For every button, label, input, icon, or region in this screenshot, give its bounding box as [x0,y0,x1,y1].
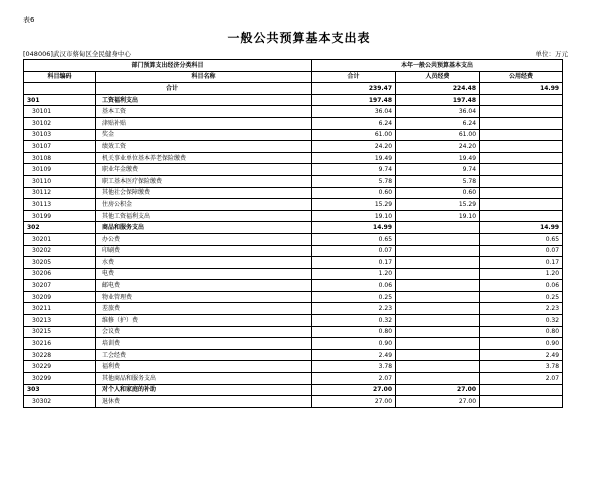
personnel-cell [396,338,480,350]
code-cell: 30209 [24,291,96,303]
public-cell: 2.23 [480,303,563,315]
table-row [24,164,563,176]
name-cell: 办公费 [96,233,312,245]
total-cell: 0.32 [312,315,396,327]
code-cell: 30107 [24,141,96,153]
code-cell [24,83,96,95]
table-row [24,129,563,141]
name-cell: 培训费 [96,338,312,350]
name-cell: 对个人和家庭的补助 [96,384,312,396]
name-cell: 机关事业单位基本养老保险缴费 [96,152,312,164]
column-header-name: 科目名称 [96,71,312,83]
public-cell [480,175,563,187]
personnel-cell [396,291,480,303]
total-cell: 0.25 [312,291,396,303]
table-row [24,257,563,269]
name-cell: 维修（护）费 [96,315,312,327]
personnel-cell [396,326,480,338]
total-cell: 61.00 [312,129,396,141]
total-cell: 0.90 [312,338,396,350]
total-row [24,83,563,95]
column-header-total: 合计 [312,71,396,83]
personnel-cell: 6.24 [396,117,480,129]
public-cell: 0.07 [480,245,563,257]
personnel-cell: 19.10 [396,210,480,222]
personnel-cell [396,268,480,280]
table-row [24,187,563,199]
public-cell [480,152,563,164]
personnel-cell [396,245,480,257]
code-cell: 30108 [24,152,96,164]
total-cell: 36.04 [312,106,396,118]
name-cell: 津贴补贴 [96,117,312,129]
total-cell: 27.00 [312,384,396,396]
code-cell: 303 [24,384,96,396]
code-cell: 30110 [24,175,96,187]
table-row [24,373,563,385]
personnel-cell [396,233,480,245]
personnel-cell: 36.04 [396,106,480,118]
budget-table [23,59,563,408]
personnel-cell: 19.49 [396,152,480,164]
column-header-code: 科目编码 [24,71,96,83]
public-cell [480,396,563,408]
code-cell: 30299 [24,373,96,385]
code-cell: 30206 [24,268,96,280]
name-cell: 住房公积金 [96,199,312,211]
personnel-cell [396,280,480,292]
code-cell: 301 [24,94,96,106]
total-cell: 0.06 [312,280,396,292]
total-cell: 0.65 [312,233,396,245]
name-cell: 其他社会保障缴费 [96,187,312,199]
total-cell: 0.17 [312,257,396,269]
table-row [24,291,563,303]
name-cell: 职业年金缴费 [96,164,312,176]
code-cell: 30103 [24,129,96,141]
personnel-cell: 15.29 [396,199,480,211]
name-cell: 福利费 [96,361,312,373]
total-cell: 14.99 [312,222,396,234]
total-cell: 2.07 [312,373,396,385]
name-cell: 会议费 [96,326,312,338]
table-row [24,361,563,373]
table-row [24,233,563,245]
total-cell: 197.48 [312,94,396,106]
total-cell: 0.07 [312,245,396,257]
personnel-cell: 61.00 [396,129,480,141]
unit-name: [048006]武汉市蔡甸区全民健身中心 [23,50,131,58]
total-cell: 27.00 [312,396,396,408]
public-cell: 14.99 [480,222,563,234]
public-cell: 0.32 [480,315,563,327]
table-row [24,280,563,292]
public-cell: 14.99 [480,83,563,95]
total-cell: 2.49 [312,349,396,361]
name-cell: 合计 [96,83,312,95]
name-cell: 工资福利支出 [96,94,312,106]
name-cell: 差旅费 [96,303,312,315]
personnel-cell [396,303,480,315]
total-cell: 6.24 [312,117,396,129]
group-row [24,222,563,234]
personnel-cell: 197.48 [396,94,480,106]
public-cell: 0.90 [480,338,563,350]
code-cell: 30228 [24,349,96,361]
personnel-cell: 27.00 [396,396,480,408]
code-cell: 30215 [24,326,96,338]
total-cell: 19.10 [312,210,396,222]
code-cell: 30213 [24,315,96,327]
table-row [24,268,563,280]
name-cell: 商品和服务支出 [96,222,312,234]
name-cell: 工会经费 [96,349,312,361]
name-cell: 奖金 [96,129,312,141]
name-cell: 基本工资 [96,106,312,118]
table-row [24,245,563,257]
public-cell [480,199,563,211]
code-cell: 30199 [24,210,96,222]
total-cell: 15.29 [312,199,396,211]
public-cell: 0.17 [480,257,563,269]
name-cell: 邮电费 [96,280,312,292]
name-cell: 绩效工资 [96,141,312,153]
code-cell: 30112 [24,187,96,199]
total-cell: 2.23 [312,303,396,315]
group-row [24,94,563,106]
public-cell [480,129,563,141]
public-cell: 0.65 [480,233,563,245]
code-cell: 30201 [24,233,96,245]
header-economic-classification: 部门预算支出经济分类科目 [24,60,312,72]
public-cell [480,210,563,222]
code-cell: 30229 [24,361,96,373]
total-cell: 19.49 [312,152,396,164]
total-cell: 3.78 [312,361,396,373]
name-cell: 物业管理费 [96,291,312,303]
public-cell: 2.49 [480,349,563,361]
code-cell: 30109 [24,164,96,176]
personnel-cell [396,222,480,234]
name-cell: 电费 [96,268,312,280]
personnel-cell [396,349,480,361]
public-cell [480,106,563,118]
table-row [24,396,563,408]
public-cell: 2.07 [480,373,563,385]
personnel-cell [396,257,480,269]
public-cell [480,117,563,129]
table-row [24,152,563,164]
personnel-cell: 24.20 [396,141,480,153]
table-row [24,106,563,118]
name-cell: 其他工资福利支出 [96,210,312,222]
public-cell [480,94,563,106]
total-cell: 239.47 [312,83,396,95]
public-cell: 0.25 [480,291,563,303]
name-cell: 职工基本医疗保险缴费 [96,175,312,187]
page-title: 一般公共预算基本支出表 [227,31,371,45]
code-cell: 30211 [24,303,96,315]
public-cell: 1.20 [480,268,563,280]
code-cell: 302 [24,222,96,234]
personnel-cell: 9.74 [396,164,480,176]
name-cell: 水费 [96,257,312,269]
code-cell: 30101 [24,106,96,118]
personnel-cell: 27.00 [396,384,480,396]
table-row [24,326,563,338]
personnel-cell [396,361,480,373]
table-row [24,117,563,129]
total-cell: 0.80 [312,326,396,338]
personnel-cell [396,315,480,327]
code-cell: 30202 [24,245,96,257]
table-row [24,349,563,361]
personnel-cell: 0.60 [396,187,480,199]
name-cell: 退休费 [96,396,312,408]
table-row [24,338,563,350]
code-cell: 30205 [24,257,96,269]
public-cell [480,141,563,153]
table-row [24,210,563,222]
column-header-personnel: 人员经费 [396,71,480,83]
column-header-public: 公用经费 [480,71,563,83]
name-cell: 其他商品和服务支出 [96,373,312,385]
public-cell [480,384,563,396]
personnel-cell: 224.48 [396,83,480,95]
table-number-label: 表6 [23,16,35,24]
public-cell [480,164,563,176]
code-cell: 30216 [24,338,96,350]
public-cell [480,187,563,199]
total-cell: 1.20 [312,268,396,280]
code-cell: 30207 [24,280,96,292]
public-cell: 0.06 [480,280,563,292]
currency-unit: 单位：万元 [535,50,568,58]
name-cell: 印刷费 [96,245,312,257]
public-cell: 0.80 [480,326,563,338]
public-cell: 3.78 [480,361,563,373]
personnel-cell: 5.78 [396,175,480,187]
total-cell: 5.78 [312,175,396,187]
group-row [24,384,563,396]
personnel-cell [396,373,480,385]
table-row [24,141,563,153]
table-row [24,315,563,327]
total-cell: 0.60 [312,187,396,199]
total-cell: 24.20 [312,141,396,153]
header-basic-expenditure: 本年一般公共预算基本支出 [312,60,563,72]
table-row [24,303,563,315]
table-row [24,175,563,187]
code-cell: 30102 [24,117,96,129]
table-row [24,199,563,211]
total-cell: 9.74 [312,164,396,176]
code-cell: 30302 [24,396,96,408]
code-cell: 30113 [24,199,96,211]
